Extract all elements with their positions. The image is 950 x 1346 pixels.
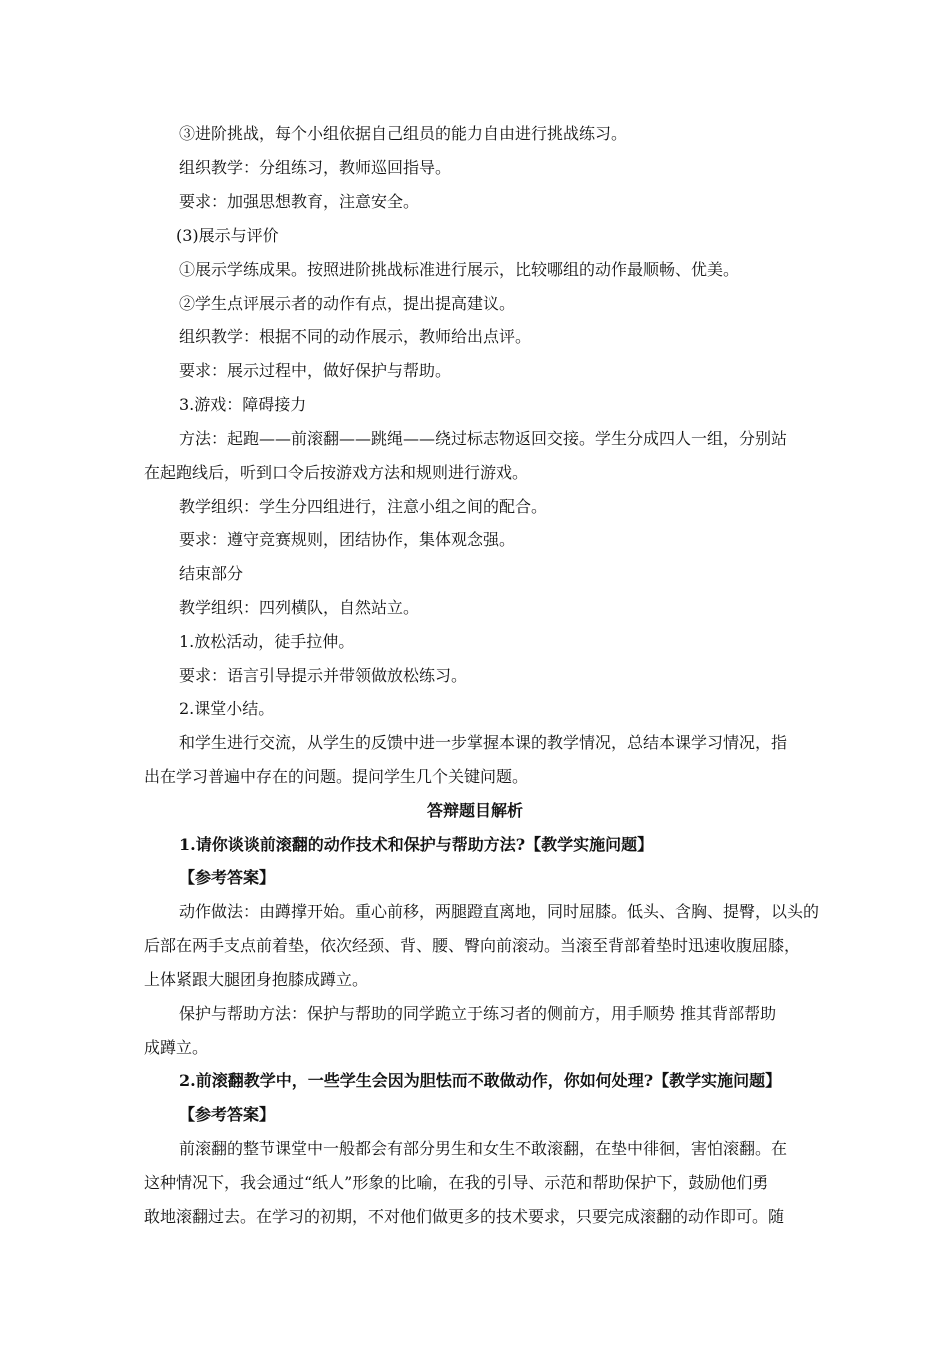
subsection-heading: (3)展示与评价 bbox=[176, 226, 279, 245]
answer-paragraph: 后部在两手支点前着垫，依次经颈、背、腰、臀向前滚动。当滚至背部着垫时迅速收腹屈膝， bbox=[144, 936, 801, 955]
paragraph: ①展示学练成果。按照进阶挑战标准进行展示，比较哪组的动作最顺畅、优美。 bbox=[179, 260, 740, 279]
section-title: 答辩题目解析 bbox=[426, 801, 523, 820]
answer-paragraph: 动作做法：由蹲撑开始。重心前移，两腿蹬直离地，同时屈膝。低头、含胸、提臀，以头的 bbox=[179, 902, 820, 921]
paragraph: 要求：加强思想教育，注意安全。 bbox=[179, 192, 420, 211]
answer-paragraph: 前滚翻的整节课堂中一般都会有部分男生和女生不敢滚翻，在垫中徘徊，害怕滚翻。在 bbox=[179, 1139, 788, 1158]
answer-label: 【参考答案】 bbox=[179, 868, 276, 887]
paragraph: 组织教学：分组练习，教师巡回指导。 bbox=[179, 158, 452, 177]
paragraph: 2.课堂小结。 bbox=[179, 699, 275, 718]
paragraph-continuation: 在起跑线后，听到口令后按游戏方法和规则进行游戏。 bbox=[144, 463, 529, 482]
answer-paragraph: 保护与帮助方法：保护与帮助的同学跪立于练习者的侧前方，用手顺势 推其背部帮助 bbox=[179, 1004, 777, 1023]
subsection-heading: 3.游戏：障碍接力 bbox=[179, 395, 307, 414]
subsection-heading: 结束部分 bbox=[179, 564, 244, 583]
paragraph: ②学生点评展示者的动作有点，提出提高建议。 bbox=[179, 294, 516, 313]
paragraph: 要求：遵守竞赛规则，团结协作，集体观念强。 bbox=[179, 530, 516, 549]
answer-paragraph: 成蹲立。 bbox=[144, 1038, 209, 1057]
question-2: 2.前滚翻教学中，一些学生会因为胆怯而不敢做动作，你如何处理?【教学实施问题】 bbox=[179, 1071, 782, 1090]
answer-paragraph: 这种情况下，我会通过“纸人”形象的比喻，在我的引导、示范和帮助保护下，鼓励他们勇 bbox=[144, 1173, 769, 1192]
paragraph: 教学组织：四列横队，自然站立。 bbox=[179, 598, 420, 617]
answer-label: 【参考答案】 bbox=[179, 1105, 276, 1124]
paragraph: 1.放松活动，徒手拉伸。 bbox=[179, 632, 355, 651]
paragraph: 要求：展示过程中，做好保护与帮助。 bbox=[179, 361, 452, 380]
paragraph: ③进阶挑战，每个小组依据自己组员的能力自由进行挑战练习。 bbox=[179, 124, 628, 143]
answer-paragraph: 敢地滚翻过去。在学习的初期，不对他们做更多的技术要求，只要完成滚翻的动作即可。随 bbox=[144, 1207, 785, 1226]
paragraph: 方法：起跑——前滚翻——跳绳——绕过标志物返回交接。学生分成四人一组，分别站 bbox=[179, 429, 788, 448]
paragraph-continuation: 出在学习普遍中存在的问题。提问学生几个关键问题。 bbox=[144, 767, 529, 786]
paragraph: 和学生进行交流，从学生的反馈中进一步掌握本课的教学情况，总结本课学习情况，指 bbox=[179, 733, 788, 752]
question-1: 1.请你谈谈前滚翻的动作技术和保护与帮助方法?【教学实施问题】 bbox=[179, 835, 654, 854]
paragraph: 要求：语言引导提示并带领做放松练习。 bbox=[179, 666, 468, 685]
paragraph: 组织教学：根据不同的动作展示，教师给出点评。 bbox=[179, 327, 532, 346]
paragraph: 教学组织：学生分四组进行，注意小组之间的配合。 bbox=[179, 497, 548, 516]
answer-paragraph: 上体紧跟大腿团身抱膝成蹲立。 bbox=[144, 970, 369, 989]
